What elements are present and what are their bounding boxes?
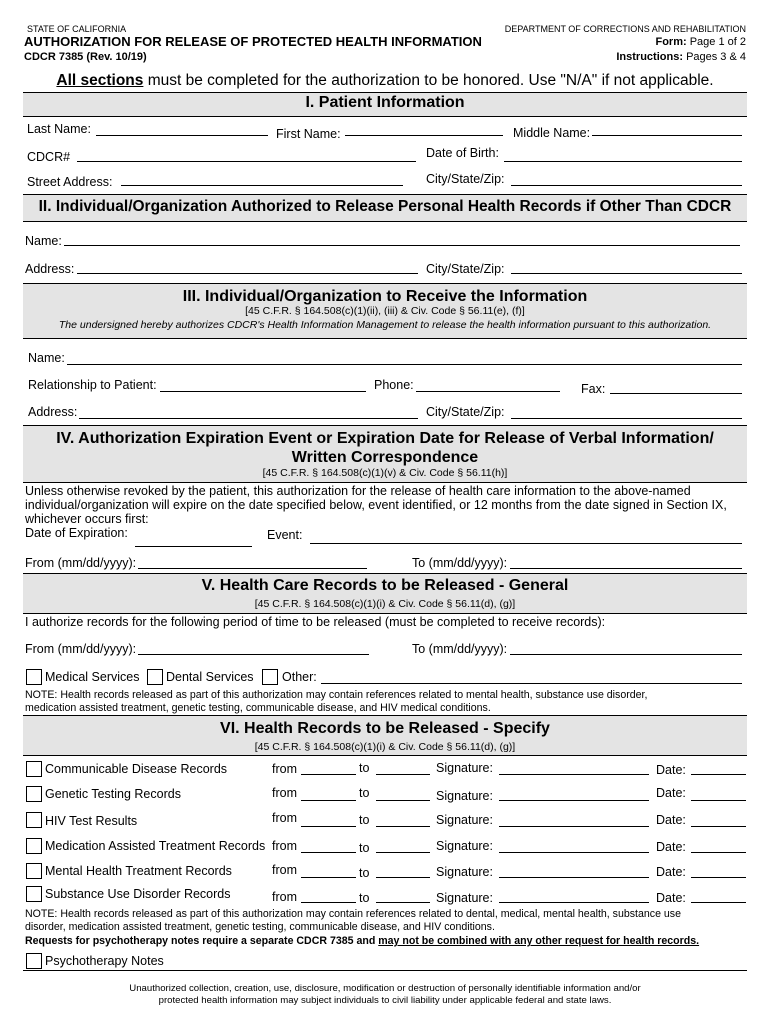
- substance-date-label: Date:: [656, 891, 686, 905]
- section-4-title-line2: Written Correspondence: [291, 449, 479, 466]
- psychotherapy-checkbox[interactable]: [26, 953, 42, 969]
- mental-date-field[interactable]: [691, 877, 746, 878]
- communicable-disease-checkbox[interactable]: [26, 761, 42, 777]
- records-from-label: From (mm/dd/yyyy):: [25, 642, 137, 656]
- footer-line-1: Unauthorized collection, creation, use, disclosure, modification or destruction of personally identifiable information and/or: [129, 983, 641, 994]
- substance-from-label: from: [272, 890, 297, 904]
- recipient-address-field[interactable]: [79, 418, 418, 419]
- first-name-field[interactable]: [345, 135, 503, 136]
- section-1-title: I. Patient Information: [305, 94, 465, 111]
- substance-date-field[interactable]: [691, 902, 746, 903]
- section-3-statement: The undersigned hereby authorizes CDCR's Health Information Management to release the health information pursuant to this authorization.: [58, 319, 712, 331]
- substance-signature-label: Signature:: [436, 891, 493, 905]
- section-5-text: I authorize records for the following period of time to be released (must be completed to receive records):: [25, 615, 606, 629]
- expiration-field[interactable]: [135, 546, 252, 547]
- section-4-header: [23, 425, 747, 482]
- communicable-date-field[interactable]: [691, 774, 746, 775]
- dental-services-label: Dental Services: [166, 670, 254, 684]
- mental-to-field[interactable]: [376, 877, 430, 878]
- genetic-date-field[interactable]: [691, 800, 746, 801]
- psychotherapy-notice: Requests for psychotherapy notes require a separate CDCR 7385 and may not be combined with any other request for health records.: [25, 935, 700, 947]
- mat-signature-field[interactable]: [499, 852, 649, 853]
- genetic-to-field[interactable]: [376, 800, 430, 801]
- hiv-date-label: Date:: [656, 813, 686, 827]
- hiv-date-field[interactable]: [691, 826, 746, 827]
- section-3-header: [23, 283, 747, 338]
- substance-use-label: Substance Use Disorder Records: [45, 887, 231, 901]
- substance-use-checkbox[interactable]: [26, 886, 42, 902]
- hiv-test-label: HIV Test Results: [45, 814, 138, 828]
- communicable-from-field[interactable]: [301, 774, 356, 775]
- records-to-field[interactable]: [510, 654, 742, 655]
- mat-to-field[interactable]: [376, 852, 430, 853]
- medical-services-checkbox[interactable]: [26, 669, 42, 685]
- dental-services-checkbox[interactable]: [147, 669, 163, 685]
- genetic-to-label: to: [359, 786, 370, 800]
- mat-records-checkbox[interactable]: [26, 838, 42, 854]
- section-3-title: III. Individual/Organization to Receive the Information: [182, 288, 588, 305]
- recipient-address-label: Address:: [28, 405, 78, 419]
- medical-services-label: Medical Services: [45, 670, 140, 684]
- section-6-citation: [45 C.F.R. § 164.508(c)(1)(i) & Civ. Code § 56.11(d), (g)]: [254, 741, 516, 753]
- section-4-citation: [45 C.F.R. § 164.508(c)(1)(v) & Civ. Code § 56.11(h)]: [262, 467, 508, 479]
- dob-label: Date of Birth:: [426, 146, 499, 160]
- releaser-name-label: Name:: [25, 234, 62, 248]
- fax-label: Fax:: [581, 382, 606, 396]
- footer-line-2: protected health information may subject individuals to civil liability under applicable federal and state laws.: [158, 995, 612, 1006]
- first-name-label: First Name:: [276, 127, 341, 141]
- communicable-date-label: Date:: [656, 763, 686, 777]
- cdcr-label: CDCR#: [27, 150, 71, 164]
- mental-signature-field[interactable]: [499, 877, 649, 878]
- hiv-to-field[interactable]: [376, 826, 430, 827]
- form-pages: Form: Page 1 of 2: [655, 36, 746, 48]
- records-to-label: To (mm/dd/yyyy):: [412, 642, 508, 656]
- mental-date-label: Date:: [656, 865, 686, 879]
- mental-signature-label: Signature:: [436, 865, 493, 879]
- exp-from-label: From (mm/dd/yyyy):: [25, 556, 137, 570]
- section-6-note-2: disorder, medication assisted treatment, genetic testing, communicable disease, and HIV conditions.: [25, 921, 495, 933]
- records-from-field[interactable]: [138, 654, 369, 655]
- section-5-title: V. Health Care Records to be Released - General: [201, 577, 569, 594]
- hiv-signature-field[interactable]: [499, 826, 649, 827]
- relationship-label: Relationship to Patient:: [28, 378, 157, 392]
- expiration-label: Date of Expiration:: [25, 526, 128, 540]
- section-5-header: [23, 573, 747, 613]
- last-name-label: Last Name:: [27, 122, 91, 136]
- communicable-to-label: to: [359, 761, 370, 775]
- hiv-signature-label: Signature:: [436, 813, 493, 827]
- substance-to-field[interactable]: [376, 902, 430, 903]
- mat-to-label: to: [359, 841, 370, 855]
- mental-to-label: to: [359, 866, 370, 880]
- communicable-signature-field[interactable]: [499, 774, 649, 775]
- phone-field[interactable]: [416, 391, 560, 392]
- recipient-name-label: Name:: [28, 351, 65, 365]
- form-id: CDCR 7385 (Rev. 10/19): [24, 51, 147, 63]
- section-6-note-1: NOTE: Health records released as part of this authorization may contain references related to dental, medical, mental health, substance use: [25, 908, 681, 920]
- middle-name-label: Middle Name:: [513, 126, 591, 140]
- hiv-from-field[interactable]: [301, 826, 356, 827]
- mental-health-checkbox[interactable]: [26, 863, 42, 879]
- section-6-title: VI. Health Records to be Released - Specify: [220, 720, 550, 737]
- genetic-signature-field[interactable]: [499, 800, 649, 801]
- substance-from-field[interactable]: [301, 902, 356, 903]
- releaser-address-label: Address:: [25, 262, 75, 276]
- event-field[interactable]: [310, 543, 742, 544]
- section-5-note-2: medication assisted treatment, genetic testing, communicable disease, and HIV medical conditions.: [25, 702, 491, 714]
- last-name-field[interactable]: [96, 135, 268, 136]
- instructions-pages: Instructions: Pages 3 & 4: [616, 51, 746, 63]
- genetic-testing-checkbox[interactable]: [26, 786, 42, 802]
- section-4-title-line1: IV. Authorization Expiration Event or Expiration Date for Release of Verbal Information/: [56, 430, 714, 447]
- exp-from-field[interactable]: [138, 568, 367, 569]
- communicable-to-field[interactable]: [376, 774, 430, 775]
- exp-to-label: To (mm/dd/yyyy):: [412, 556, 508, 570]
- section-4-text-3: whichever occurs first:: [25, 512, 149, 526]
- mat-records-label: Medication Assisted Treatment Records: [45, 839, 266, 853]
- genetic-from-label: from: [272, 786, 297, 800]
- other-field[interactable]: [321, 683, 742, 684]
- department-label: DEPARTMENT OF CORRECTIONS AND REHABILITATION: [504, 24, 746, 34]
- phone-label: Phone:: [374, 378, 414, 392]
- releaser-city-label: City/State/Zip:: [426, 262, 505, 276]
- event-label: Event:: [267, 528, 303, 542]
- releaser-city-field[interactable]: [511, 273, 742, 274]
- section-4-text-2: individual/organization will expire on the date specified below, event identified, or 12 months from the date signed in Section IX,: [25, 498, 727, 512]
- mat-date-label: Date:: [656, 840, 686, 854]
- city-field[interactable]: [511, 185, 742, 186]
- city-label: City/State/Zip:: [426, 172, 505, 186]
- mental-from-field[interactable]: [301, 877, 356, 878]
- section-3-citation: [45 C.F.R. § 164.508(c)(1)(ii), (iii) & Civ. Code § 56.11(e), (f)]: [245, 305, 525, 317]
- psychotherapy-label: Psychotherapy Notes: [45, 954, 164, 968]
- hiv-from-label: from: [272, 811, 297, 825]
- recipient-city-label: City/State/Zip:: [426, 405, 505, 419]
- genetic-date-label: Date:: [656, 786, 686, 800]
- middle-name-field[interactable]: [592, 135, 742, 136]
- genetic-signature-label: Signature:: [436, 789, 493, 803]
- other-label: Other:: [282, 670, 317, 684]
- mat-signature-label: Signature:: [436, 839, 493, 853]
- relationship-field[interactable]: [160, 391, 366, 392]
- section-1-header: [23, 92, 747, 116]
- cdcr-field[interactable]: [77, 161, 416, 162]
- communicable-disease-label: Communicable Disease Records: [45, 762, 228, 776]
- hiv-test-checkbox[interactable]: [26, 812, 42, 828]
- state-label: STATE OF CALIFORNIA: [27, 24, 127, 34]
- section-5-citation: [45 C.F.R. § 164.508(c)(1)(i) & Civ. Code § 56.11(d), (g)]: [254, 598, 516, 610]
- recipient-name-field[interactable]: [67, 364, 742, 365]
- releaser-name-field[interactable]: [64, 245, 740, 246]
- substance-signature-field[interactable]: [499, 902, 649, 903]
- communicable-from-label: from: [272, 762, 297, 776]
- section-4-text-1: Unless otherwise revoked by the patient, this authorization for the release of health care information to the above-named: [25, 484, 691, 498]
- releaser-address-field[interactable]: [77, 273, 418, 274]
- completion-notice: All sections must be completed for the authorization to be honored. Use "N/A" if not applicable.: [56, 72, 714, 89]
- recipient-city-field[interactable]: [511, 418, 742, 419]
- fax-field[interactable]: [610, 393, 742, 394]
- section-2-header: [23, 194, 747, 221]
- section-2-title: II. Individual/Organization Authorized to Release Personal Health Records if Other Than CDCR: [38, 198, 732, 215]
- genetic-testing-label: Genetic Testing Records: [45, 787, 181, 801]
- substance-to-label: to: [359, 891, 370, 905]
- exp-to-field[interactable]: [510, 568, 742, 569]
- street-label: Street Address:: [27, 175, 113, 189]
- mat-date-field[interactable]: [691, 852, 746, 853]
- section-5-note-1: NOTE: Health records released as part of this authorization may contain references related to mental health, substance use disorder,: [25, 689, 648, 701]
- mental-health-label: Mental Health Treatment Records: [45, 864, 232, 878]
- street-field[interactable]: [121, 185, 403, 186]
- form-title: AUTHORIZATION FOR RELEASE OF PROTECTED HEALTH INFORMATION: [24, 34, 482, 49]
- dob-field[interactable]: [504, 161, 742, 162]
- mental-from-label: from: [272, 863, 297, 877]
- communicable-signature-label: Signature:: [436, 761, 493, 775]
- other-checkbox[interactable]: [262, 669, 278, 685]
- section-6-header: [23, 715, 747, 755]
- hiv-to-label: to: [359, 813, 370, 827]
- mat-from-label: from: [272, 839, 297, 853]
- mat-from-field[interactable]: [301, 852, 356, 853]
- genetic-from-field[interactable]: [301, 800, 356, 801]
